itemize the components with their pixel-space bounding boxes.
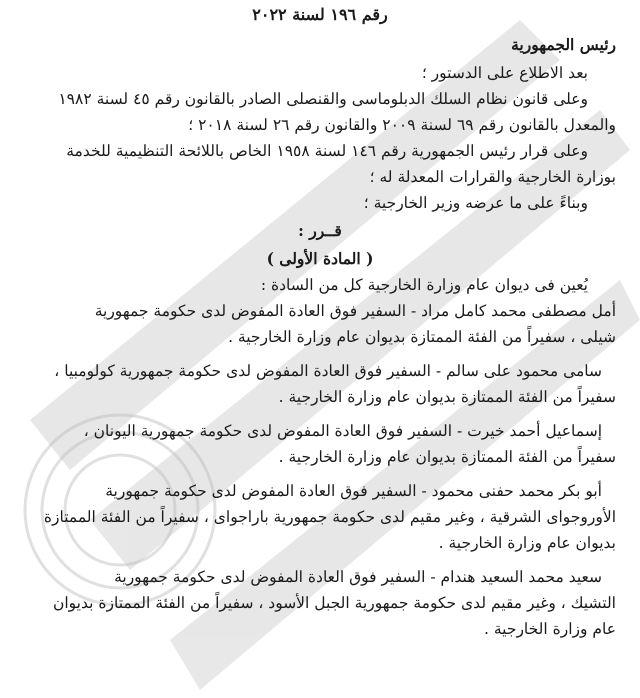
preamble-line: بوزارة الخارجية والقرارات المعدلة له ؛: [369, 168, 616, 186]
issuer-title: رئيس الجمهورية: [511, 35, 616, 54]
preamble-line: وعلى قانون نظام السلك الدبلوماسى والقنصلى الصادر بالقانون رقم ٤٥ لسنة ١٩٨٢: [58, 90, 588, 108]
appointment-line: شيلى ، سفيراً من الفئة الممتازة بديوان عام وزارة الخارجية .: [228, 328, 616, 346]
appointment-line: سعيد محمد السعيد هندام - السفير فوق العادة المفوض لدى حكومة جمهورية: [114, 568, 602, 586]
appointment-line: أبو بكر محمد حفنى محمود - السفير فوق العادة المفوض لدى حكومة جمهورية: [105, 482, 602, 500]
appointment-line: إسماعيل أحمد خيرت - السفير فوق العادة المفوض لدى حكومة جمهورية اليونان ،: [83, 422, 602, 440]
appointment-item: [24, 298, 616, 350]
preamble-line: بعد الاطلاع على الدستور ؛: [421, 64, 588, 82]
appointment-item: [24, 564, 616, 642]
appointment-line: الأوروجواى الشرقية ، وغير مقيم لدى حكومة جمهورية باراجواى ، سفيراً من الفئة الممتازة: [43, 508, 616, 526]
appointment-line: أمل مصطفى محمد كامل مراد - السفير فوق العادة المفوض لدى حكومة جمهورية: [94, 302, 616, 320]
article-intro: يُعين فى ديوان عام وزارة الخارجية كل من السادة :: [260, 276, 588, 294]
appointment-line: بديوان عام وزارة الخارجية .: [438, 534, 616, 552]
appointment-item: [24, 418, 616, 470]
appointment-line: سفيراً من الفئة الممتازة بديوان عام وزارة الخارجية .: [278, 448, 616, 466]
decree-text: [24, 0, 616, 642]
decision-label: قــرر :: [298, 221, 342, 240]
appointment-line: سفيراً من الفئة الممتازة بديوان عام وزارة الخارجية .: [278, 388, 616, 406]
appointment-item: [24, 358, 616, 410]
decree-number: رقم ١٩٦ لسنة ٢٠٢٢: [252, 5, 388, 24]
preamble-line: والمعدل بالقانون رقم ٦٩ لسنة ٢٠٠٩ والقانون رقم ٢٦ لسنة ٢٠١٨ ؛: [188, 116, 616, 134]
article-label: ( المادة الأولى ): [266, 249, 374, 268]
preamble-line: وبناءً على ما عرضه وزير الخارجية ؛: [363, 194, 588, 212]
appointment-line: سامى محمود على سالم - السفير فوق العادة المفوض لدى حكومة جمهورية كولومبيا ،: [54, 362, 602, 380]
appointment-line: عام وزارة الخارجية .: [484, 620, 616, 638]
appointment-item: [24, 478, 616, 556]
appointment-line: التشيك ، وغير مقيم لدى حكومة جمهورية الجبل الأسود ، سفيراً من الفئة الممتازة بديوان: [52, 594, 616, 612]
preamble-line: وعلى قرار رئيس الجمهورية رقم ١٤٦ لسنة ١٩٥٨ الخاص باللائحة التنظيمية للخدمة: [66, 142, 588, 160]
